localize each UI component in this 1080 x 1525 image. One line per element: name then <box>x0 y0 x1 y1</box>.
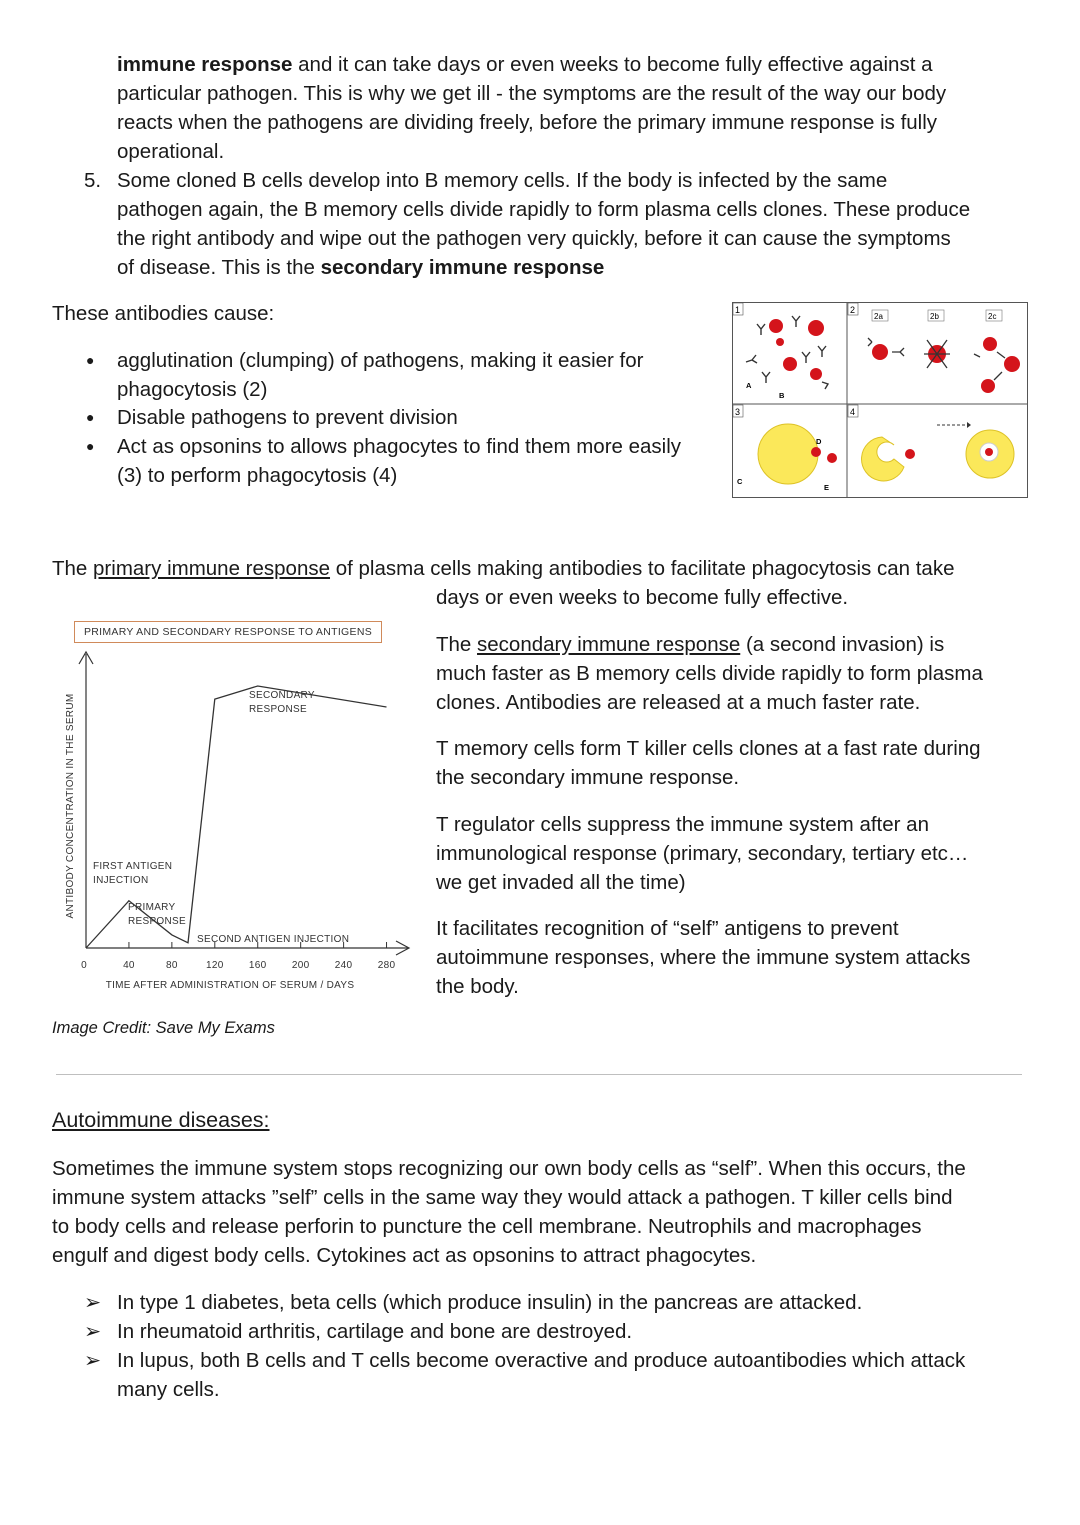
second-injection-label: SECOND ANTIGEN INJECTION <box>197 934 350 945</box>
panel-2-pathogens <box>872 337 1020 393</box>
x-tick-label: 160 <box>248 960 267 971</box>
secondary-p1-line-3: clones. Antibodies are released at a much faster rate. <box>436 691 921 714</box>
point5-line-2: pathogen again, the B memory cells divide rapidly to form plasma cells clones. These produce <box>117 198 971 221</box>
x-tick-label: 280 <box>377 960 396 971</box>
primary-response-label-line-1: PRIMARY <box>128 902 176 913</box>
image-credit: Image Credit: Save My Exams <box>52 1019 275 1037</box>
primary-response-label-line-2: RESPONSE <box>128 916 186 927</box>
tregulator-line-1: T regulator cells suppress the immune system after an <box>436 813 929 836</box>
bullet-glyph: ● <box>86 409 95 425</box>
intro-line-2: particular pathogen. This is why we get ill - the symptoms are the result of the way our body <box>117 82 947 105</box>
primary-line-2: days or even weeks to become fully effective. <box>436 586 849 609</box>
tregulator-line-3: we get invaded all the time) <box>436 871 686 894</box>
self-antigen-line-2: autoimmune responses, where the immune system attacks <box>436 946 971 969</box>
phagocytosis-diagram-svg <box>732 302 1028 498</box>
diagram-letter-d: D <box>816 437 822 446</box>
point5-line-3: the right antibody and wipe out the pathogen very quickly, before it can cause the symptoms <box>117 227 951 250</box>
arrow-bullet-glyph: ➢ <box>84 1291 102 1314</box>
autoimmune-line-4: engulf and digest body cells. Cytokines act as opsonins to attract phagocytes. <box>52 1244 757 1267</box>
diagram-letter-b: B <box>779 391 785 400</box>
antibodies-heading: These antibodies cause: <box>52 302 275 325</box>
tmemory-line-1: T memory cells form T killer cells clones at a fast rate during <box>436 737 981 760</box>
first-injection-label-line-1: FIRST ANTIGEN <box>93 861 173 872</box>
y-axis-label: ANTIBODY CONCENTRATION IN THE SERUM <box>65 693 76 919</box>
autoimmune-item-3-line-2: many cells. <box>117 1378 220 1401</box>
arrow-bullet-glyph: ➢ <box>84 1349 102 1372</box>
panel-4-phagocyte-engulfing <box>862 437 904 481</box>
intro-line-1: immune response and it can take days or even weeks to become fully effective against a <box>117 53 933 76</box>
panel-label-4: 4 <box>850 407 856 417</box>
sub-label-2a: 2a <box>874 312 883 321</box>
bullet-2-line-1: Disable pathogens to prevent division <box>117 406 458 429</box>
bullet-3-line-1: Act as opsonins to allows phagocytes to find them more easily <box>117 435 682 458</box>
bullet-glyph: ● <box>86 352 95 368</box>
bullet-glyph: ● <box>86 438 95 454</box>
intro-line-4: operational. <box>117 140 225 163</box>
antibody-response-chart-svg <box>56 646 416 1002</box>
x-tick-label: 120 <box>206 960 224 971</box>
tregulator-line-2: immunological response (primary, secondary, tertiary etc… <box>436 842 969 865</box>
secondary-p1-line-2: much faster as B memory cells divide rapidly to form plasma <box>436 662 983 685</box>
point5-line-4: of disease. This is the secondary immune response <box>117 256 605 279</box>
panel-3-pathogen <box>811 447 821 457</box>
panel-label-2: 2 <box>850 305 856 315</box>
first-injection-label-line-2: INJECTION <box>93 875 149 886</box>
x-tick-label: 240 <box>334 960 353 971</box>
bullet-1-line-1: agglutination (clumping) of pathogens, making it easier for <box>117 349 644 372</box>
primary-line-1: The primary immune response of plasma cells making antibodies to facilitate phagocytosis can take <box>52 557 955 580</box>
diagram-letter-c: C <box>737 477 743 486</box>
section-divider <box>56 1074 1022 1075</box>
self-antigen-line-3: the body. <box>436 975 519 998</box>
bullet-1-line-2: phagocytosis (2) <box>117 378 268 401</box>
x-ticks <box>81 942 395 971</box>
bullet-3-line-2: (3) to perform phagocytosis (4) <box>117 464 398 487</box>
chart-title: PRIMARY AND SECONDARY RESPONSE TO ANTIGENS <box>74 621 382 643</box>
autoimmune-line-1: Sometimes the immune system stops recognizing our own body cells as “self”. When this occurs, the <box>52 1157 966 1180</box>
list-number-5: 5. <box>84 169 102 192</box>
secondary-p1-line-1: The secondary immune response (a second invasion) is <box>436 633 945 656</box>
sub-label-2b: 2b <box>930 312 939 321</box>
point5-line-1: Some cloned B cells develop into B memory cells. If the body is infected by the same <box>117 169 888 192</box>
x-axis-label: TIME AFTER ADMINISTRATION OF SERUM / DAYS <box>105 980 355 991</box>
diagram-letter-e: E <box>824 483 830 492</box>
antibody-response-chart <box>56 646 416 1002</box>
x-tick-label: 80 <box>165 960 178 971</box>
panel-4-pathogen-inside <box>985 448 993 456</box>
x-tick-label: 0 <box>81 960 87 971</box>
autoimmune-item-1: In type 1 diabetes, beta cells (which produce insulin) in the pancreas are attacked. <box>117 1291 863 1314</box>
panel-label-3: 3 <box>735 407 741 417</box>
self-antigen-line-1: It facilitates recognition of “self” antigens to prevent <box>436 917 899 940</box>
autoimmune-item-2: In rheumatoid arthritis, cartilage and bone are destroyed. <box>117 1320 633 1343</box>
sub-label-2c: 2c <box>988 312 997 321</box>
x-tick-label: 200 <box>291 960 310 971</box>
panel-4-pathogen <box>905 449 915 459</box>
panel-1-pathogens <box>769 319 824 380</box>
panel-3-phagocyte <box>758 424 818 484</box>
intro-line-3: reacts when the pathogens are dividing freely, before the primary immune response is fully <box>117 111 938 134</box>
diagram-letter-a: A <box>746 381 752 390</box>
x-tick-label: 40 <box>123 960 135 971</box>
autoimmune-line-2: immune system attacks ”self” cells in the same way they would attack a pathogen. T killer cells bind <box>52 1186 953 1209</box>
panel-3-pathogen <box>827 453 837 463</box>
secondary-response-label-line-2: RESPONSE <box>249 704 307 715</box>
autoimmune-heading: Autoimmune diseases: <box>52 1108 270 1132</box>
tmemory-line-2: the secondary immune response. <box>436 766 740 789</box>
secondary-response-label-line-1: SECONDARY <box>249 690 315 701</box>
phagocytosis-diagram <box>732 302 1028 498</box>
panel-label-1: 1 <box>735 305 741 315</box>
arrow-bullet-glyph: ➢ <box>84 1320 102 1343</box>
panel-4-arrow-head <box>967 422 971 428</box>
autoimmune-item-3-line-1: In lupus, both B cells and T cells become overactive and produce autoantibodies which attack <box>117 1349 966 1372</box>
autoimmune-line-3: to body cells and release perforin to puncture the cell membrane. Neutrophils and macrophages <box>52 1215 922 1238</box>
